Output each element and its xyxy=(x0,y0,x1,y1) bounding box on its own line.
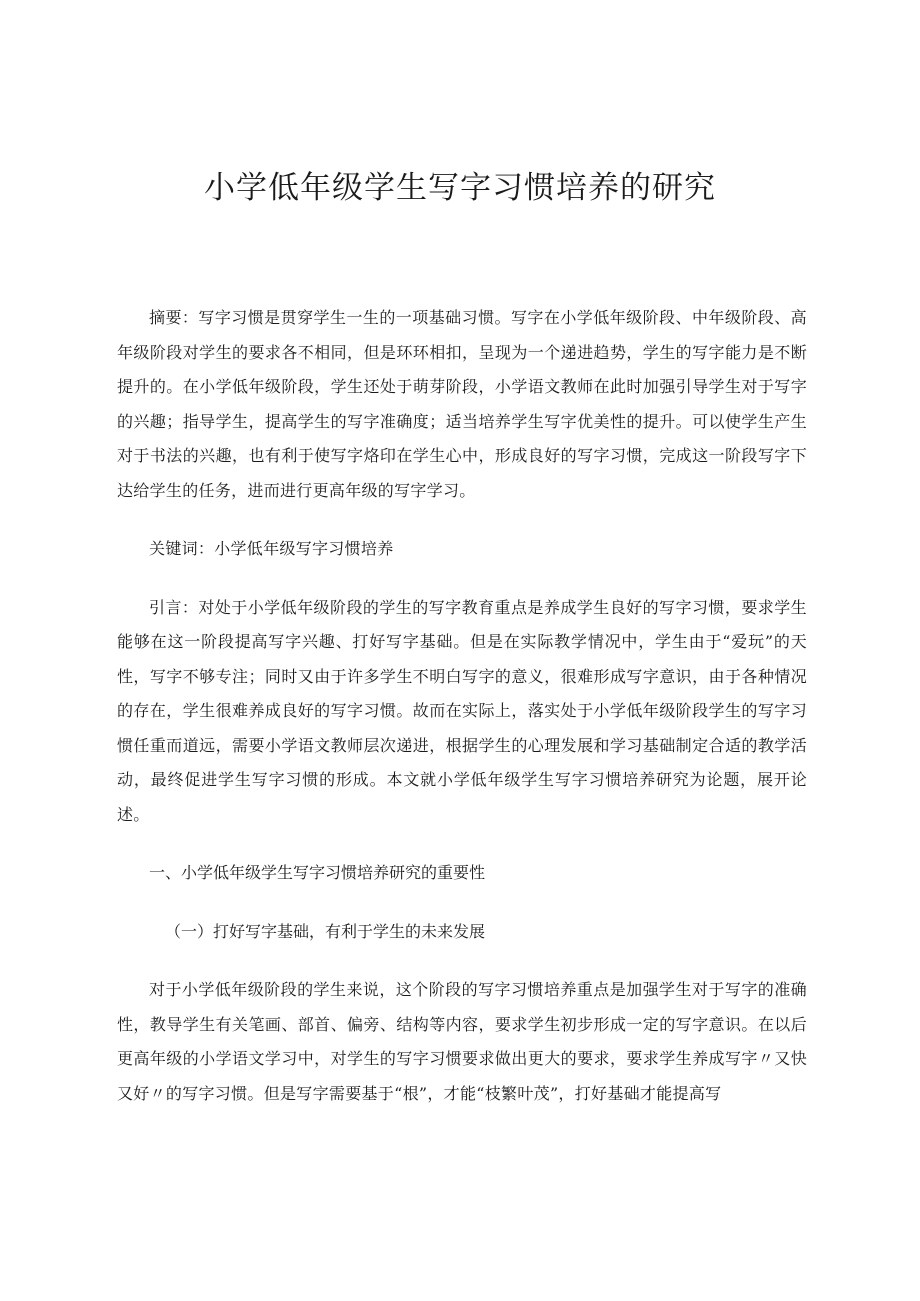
section-heading: 一、小学低年级学生写字习惯培养研究的重要性 xyxy=(149,863,486,882)
subsection-heading: （一）打好写字基础，有利于学生的未来发展 xyxy=(165,921,486,941)
abstract-paragraph: 摘要：写字习惯是贯穿学生一生的一项基础习惯。写字在小学低年级阶段、中年级阶段、高年级阶段对学生的要求各不相同，但是环环相扣，呈现为一个递进趋势，学生的写字能力是不断提升的。在小学低年级阶段，学生还处于萌芽阶段，小学语文教师在此时加强引导学生对于写字的兴趣；指导学生，提高学生的写字准确度；适当培养学生写字优美性的提升。可以使学生产生对于书法的兴趣，也有利于使写字烙印在学生心中，形成良好的写字习惯，完成这一阶段写字下达给学生的任务，进而进行更高年级的写字学习。 xyxy=(117,308,807,500)
document-title: 小学低年级学生写字习惯培养的研究 xyxy=(204,170,716,206)
keywords-paragraph: 关键词：小学低年级写字习惯培养 xyxy=(149,539,394,558)
document-body xyxy=(117,301,807,1111)
introduction-paragraph: 引言：对处于小学低年级阶段的学生的写字教育重点是养成学生良好的写字习惯，要求学生能够在这一阶段提高写字兴趣、打好写字基础。但是在实际教学情况中，学生由于“爱玩”的天性，写字不够专注；同时又由于许多学生不明白写字的意义，很难形成写字意识，由于各种情况的存在，学生很难养成良好的写字习惯。故而在实际上，落实处于小学低年级阶段学生的写字习惯任重而道远，需要小学语文教师层次递进，根据学生的心理发展和学习基础制定合适的教学活动，最终促进学生写字习惯的形成。本文就小学低年级学生写字习惯培养研究为论题，展开论述。 xyxy=(117,597,807,824)
body-paragraph: 对于小学低年级阶段的学生来说，这个阶段的写字习惯培养重点是加强学生对于写字的准确性，教导学生有关笔画、部首、偏旁、结构等内容，要求学生初步形成一定的写字意识。在以后更高年级的小学语文学习中，对学生的写字习惯要求做出更大的要求，要求学生养成写字〃又快又好〃的写字习惯。但是写字需要基于“根”，才能“枝繁叶茂”，打好基础才能提高写 xyxy=(117,980,807,1103)
